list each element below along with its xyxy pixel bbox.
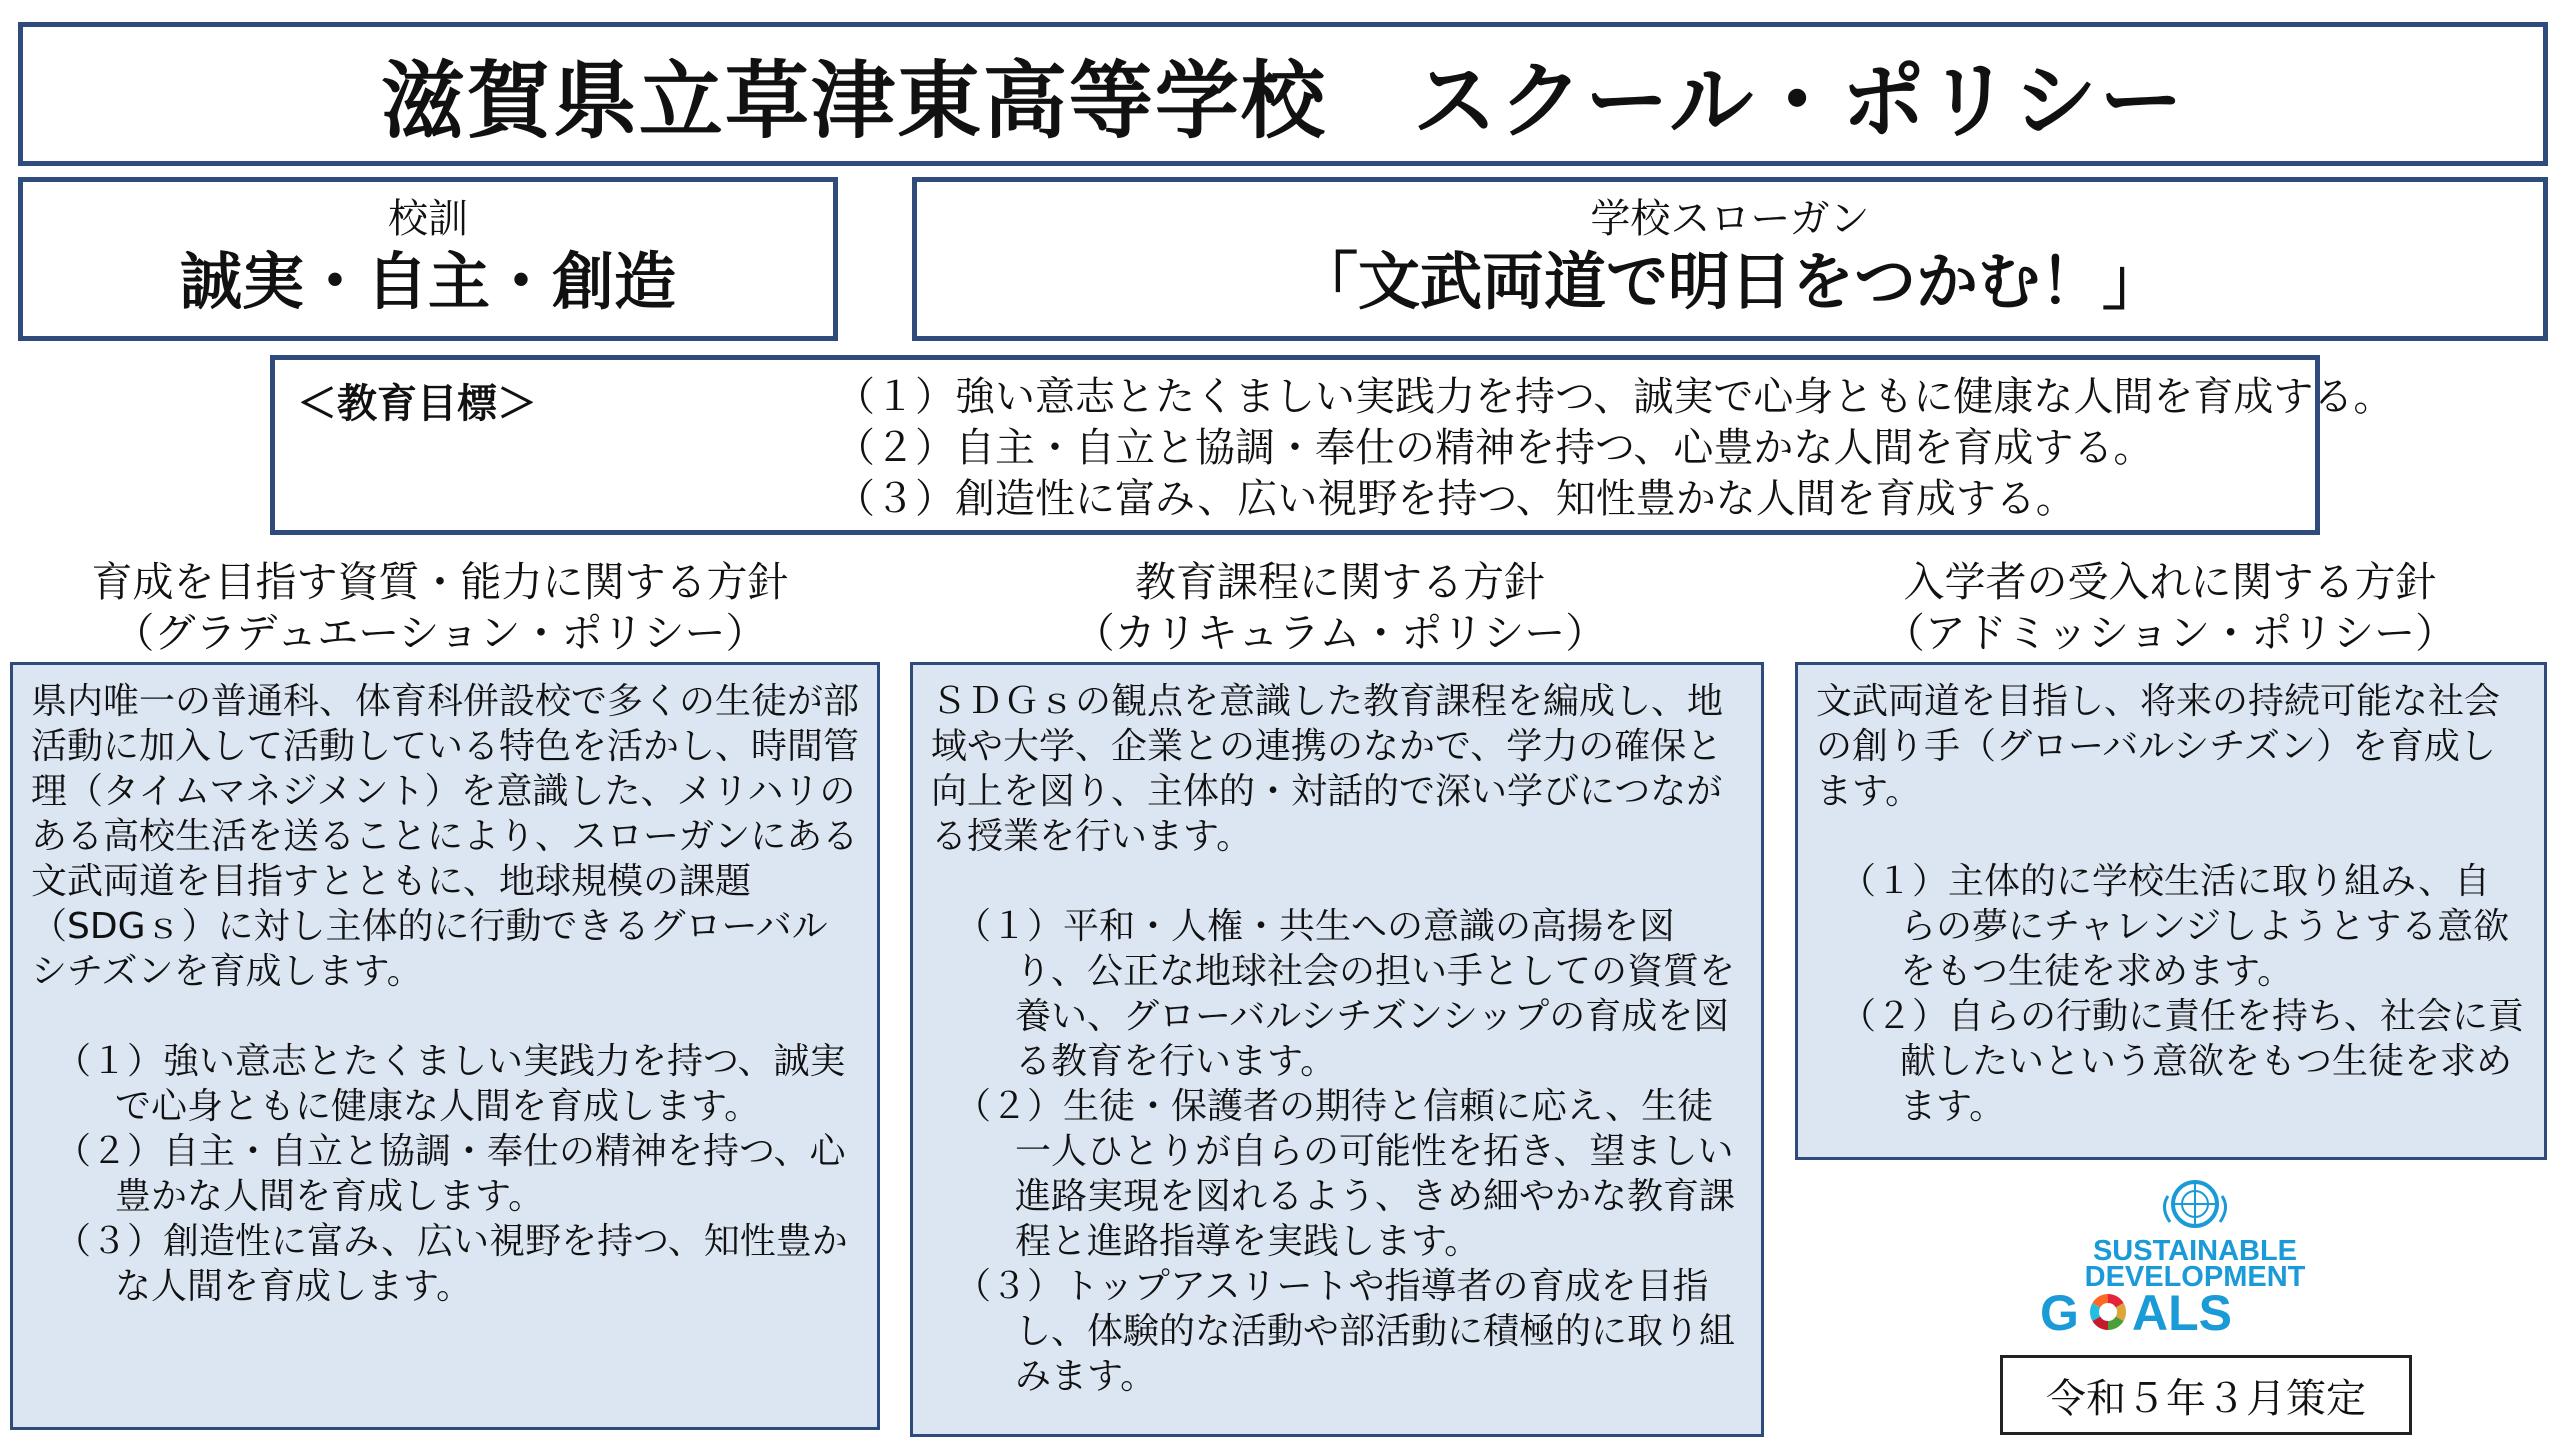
educational-goal-item: （１）強い意志とたくましい実践力を持つ、誠実で心身ともに健康な人間を育成する。 <box>835 374 2394 420</box>
motto-box <box>18 177 838 341</box>
educational-goals-list <box>835 372 2393 525</box>
sdg-logo <box>2010 1178 2380 1338</box>
admission-policy-list <box>1816 859 2526 1129</box>
curriculum-policy-subtitle: （カリキュラム・ポリシー） <box>1073 609 1607 657</box>
graduation-policy-title: 育成を目指す資質・能力に関する方針 <box>91 558 789 606</box>
curriculum-policy-intro: ＳＤＧｓの観点を意識した教育課程を編成し、地域や大学、企業との連携のなかで、学力の確保と向上を図り、主体的・対話的で深い学びにつながる授業を行います。 <box>931 681 1724 857</box>
curriculum-policy-item: （２）生徒・保護者の期待と信頼に応え、生徒一人ひとりが自らの可能性を拓き、望ましい進路実現を図れるよう、きめ細やかな教育課程と進路指導を実践します。 <box>955 1086 1736 1262</box>
date-text: 令和５年３月策定 <box>2046 1375 2366 1422</box>
curriculum-policy-heading <box>910 557 1770 659</box>
admission-policy-item: （２）自らの行動に責任を持ち、社会に貢献したいという意欲をもつ生徒を求めます。 <box>1840 996 2525 1127</box>
date-box <box>2000 1355 2412 1435</box>
educational-goal-item: （２）自主・自立と協調・奉仕の精神を持つ、心豊かな人間を育成する。 <box>835 425 2154 471</box>
admission-policy-subtitle: （アドミッション・ポリシー） <box>1883 609 2457 657</box>
graduation-policy-box <box>10 662 880 1430</box>
motto-label: 校訓 <box>388 196 468 242</box>
curriculum-policy-list <box>931 904 1743 1399</box>
curriculum-policy-item: （１）平和・人権・共生への意識の高揚を図り、公正な地球社会の担い手としての資質を養い、グローバルシチズンシップの育成を図る教育を行います。 <box>955 906 1736 1082</box>
un-emblem-icon <box>2164 1182 2225 1226</box>
title-box <box>18 22 2548 166</box>
curriculum-policy-item: （３）トップアスリートや指導者の育成を目指し、体験的な活動や部活動に積極的に取り組みます。 <box>955 1266 1736 1397</box>
graduation-policy-item: （１）強い意志とたくましい実践力を持つ、誠実で心身ともに健康な人間を育成します。 <box>55 1041 846 1127</box>
admission-policy-intro: 文武両道を目指し、将来の持続可能な社会の創り手（グローバルシチズン）を育成します。 <box>1816 681 2501 812</box>
sdg-logo-line1: SUSTAINABLE <box>2092 1235 2298 1267</box>
educational-goals-heading: ＜教育目標＞ <box>297 381 537 427</box>
graduation-policy-intro: 県内唯一の普通科、体育科併設校で多くの生徒が部活動に加入して活動している特色を活かし、時間管理（タイムマネジメント）を意識した、メリハリのある高校生活を送ることにより、スローガンにある文武両道を目指すとともに、地球規模の課題（SDGｓ）に対し主体的に行動できるグローバルシチズンを育成します。 <box>31 681 860 992</box>
slogan-box <box>912 177 2548 341</box>
graduation-policy-item: （２）自主・自立と協調・奉仕の精神を持つ、心豊かな人間を育成します。 <box>55 1131 846 1217</box>
graduation-policy-heading <box>10 557 870 659</box>
educational-goals-box <box>270 355 2394 535</box>
sdg-logo-line3b: ALS <box>2132 1285 2232 1338</box>
slogan-label: 学校スローガン <box>1590 196 1870 242</box>
sdg-color-wheel-icon <box>2090 1294 2126 1330</box>
admission-policy-title: 入学者の受入れに関する方針 <box>1903 558 2437 606</box>
sdg-logo-line2: DEVELOPMENT <box>2084 1261 2306 1293</box>
sdg-logo-graphic <box>2010 1178 2380 1338</box>
curriculum-policy-title: 教育課程に関する方針 <box>1135 558 1545 606</box>
graduation-policy-list <box>31 1039 859 1309</box>
graduation-policy-subtitle: （グラデュエーション・ポリシー） <box>113 609 767 657</box>
page-title: 滋賀県立草津東高等学校 スクール・ポリシー <box>380 51 2186 150</box>
admission-policy-heading <box>1790 557 2550 659</box>
admission-policy-item: （１）主体的に学校生活に取り組み、自らの夢にチャレンジしようとする意欲をもつ生徒を求めます。 <box>1840 861 2510 992</box>
curriculum-policy-box <box>910 662 1764 1437</box>
motto-text: 誠実・自主・創造 <box>179 245 676 318</box>
slogan-text: 「文武両道で明日をつかむ！」 <box>1295 245 2164 318</box>
graduation-policy-item: （３）創造性に富み、広い視野を持つ、知性豊かな人間を育成します。 <box>55 1221 848 1307</box>
admission-policy-box <box>1795 662 2547 1160</box>
educational-goal-item: （３）創造性に富み、広い視野を持つ、知性豊かな人間を育成する。 <box>835 476 2076 522</box>
sdg-logo-line3a: G <box>2040 1285 2079 1338</box>
